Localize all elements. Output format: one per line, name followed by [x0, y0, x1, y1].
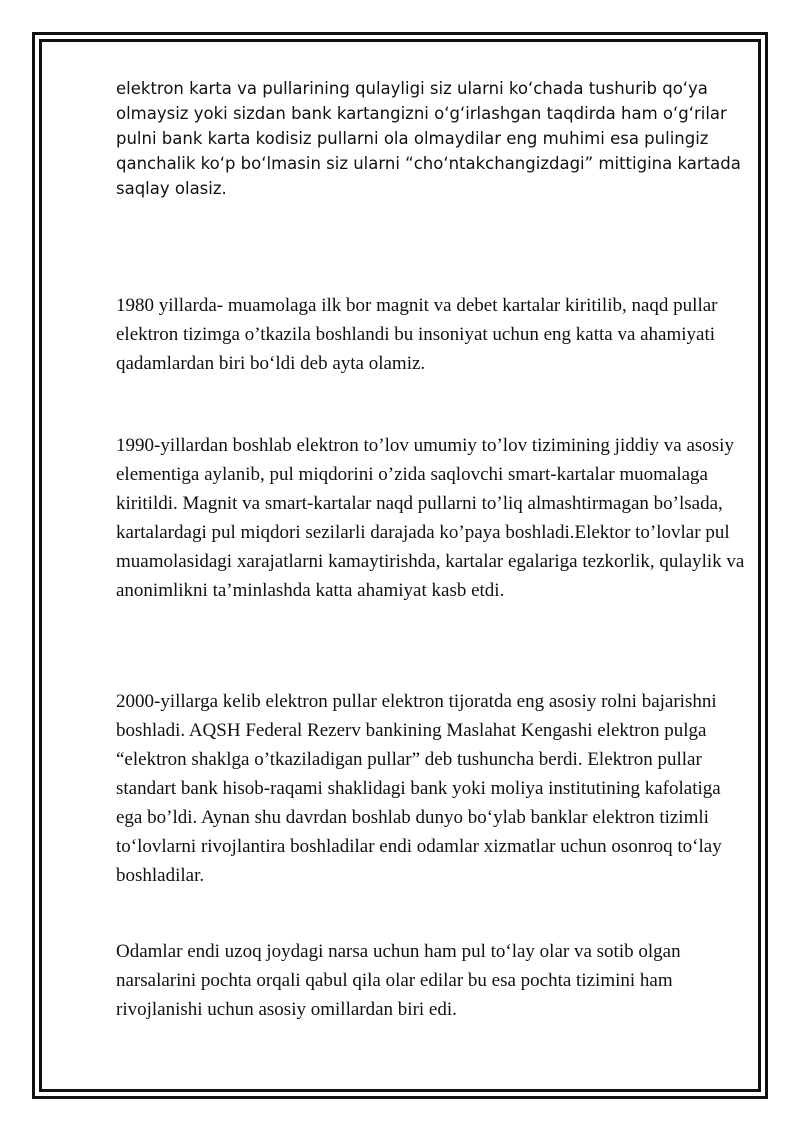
paragraph-2000s: 2000-yillarga kelib elektron pullar elektron tijoratda eng asosiy rolni bajarishni boshladi. AQSH Federal Rezerv bankining Maslahat Kengashi elektron pulga “elektron shaklga o’tkaziladigan pullar” deb tushuncha berdi. Elektron pullar standart bank hisob-raqami shaklidagi bank yoki moliya institutining kafolatiga ega bo’ldi. Aynan shu davrdan boshlab dunyo bo‘ylab banklar elektron tizimli to‘lovlarni rivojlantira boshladilar endi odamlar xizmatlar uchun osonroq to‘lay boshladilar. — [116, 691, 722, 886]
paragraph-remote-payments: Odamlar endi uzoq joydagi narsa uchun ham pul to‘lay olar va sotib olgan narsalarini pochta orqali qabul qila olar edilar bu esa pochta tizimini ham rivojlanishi uchun asosiy omillardan biri edi. — [116, 941, 681, 1020]
paragraph-1980s: 1980 yillarda- muamolaga ilk bor magnit va debet kartalar kiritilib, naqd pullar elektron tizimga o’tkazila boshlandi bu insoniyat uchun eng katta va ahamiyati qadamlardan biri bo‘ldi deb ayta olamiz. — [116, 295, 718, 374]
paragraph-1990s: 1990-yillardan boshlab elektron to’lov umumiy to’lov tizimining jiddiy va asosiy elementiga aylanib, pul miqdorini o’zida saqlovchi smart-kartalar muomalaga kiritildi. Magnit va smart-kartalar naqd pullarni to’liq almashtirmagan bo’lsada, kartalardagi pul miqdori sezilarli darajada ko’paya boshladi.Elektor to’lovlar pul muamolasidagi xarajatlarni kamaytirishda, kartalar egalariga tezkorlik, qulaylik va anonimlikni ta’minlashda katta ahamiyat kasb etdi. — [116, 435, 745, 601]
paragraph-card-convenience: elektron karta va pullarining qulayligi siz ularni ko‘chada tushurib qo‘ya olmaysiz yoki sizdan bank kartangizni o‘g‘irlashgan taqdirda ham o‘g‘rilar pulni bank karta kodisiz pullarni ola olmaydilar eng muhimi esa pulingiz qanchalik ko‘p bo‘lmasin siz ularni “cho‘ntakchangizdagi” mittigina kartada saqlay olasiz. — [116, 79, 741, 198]
